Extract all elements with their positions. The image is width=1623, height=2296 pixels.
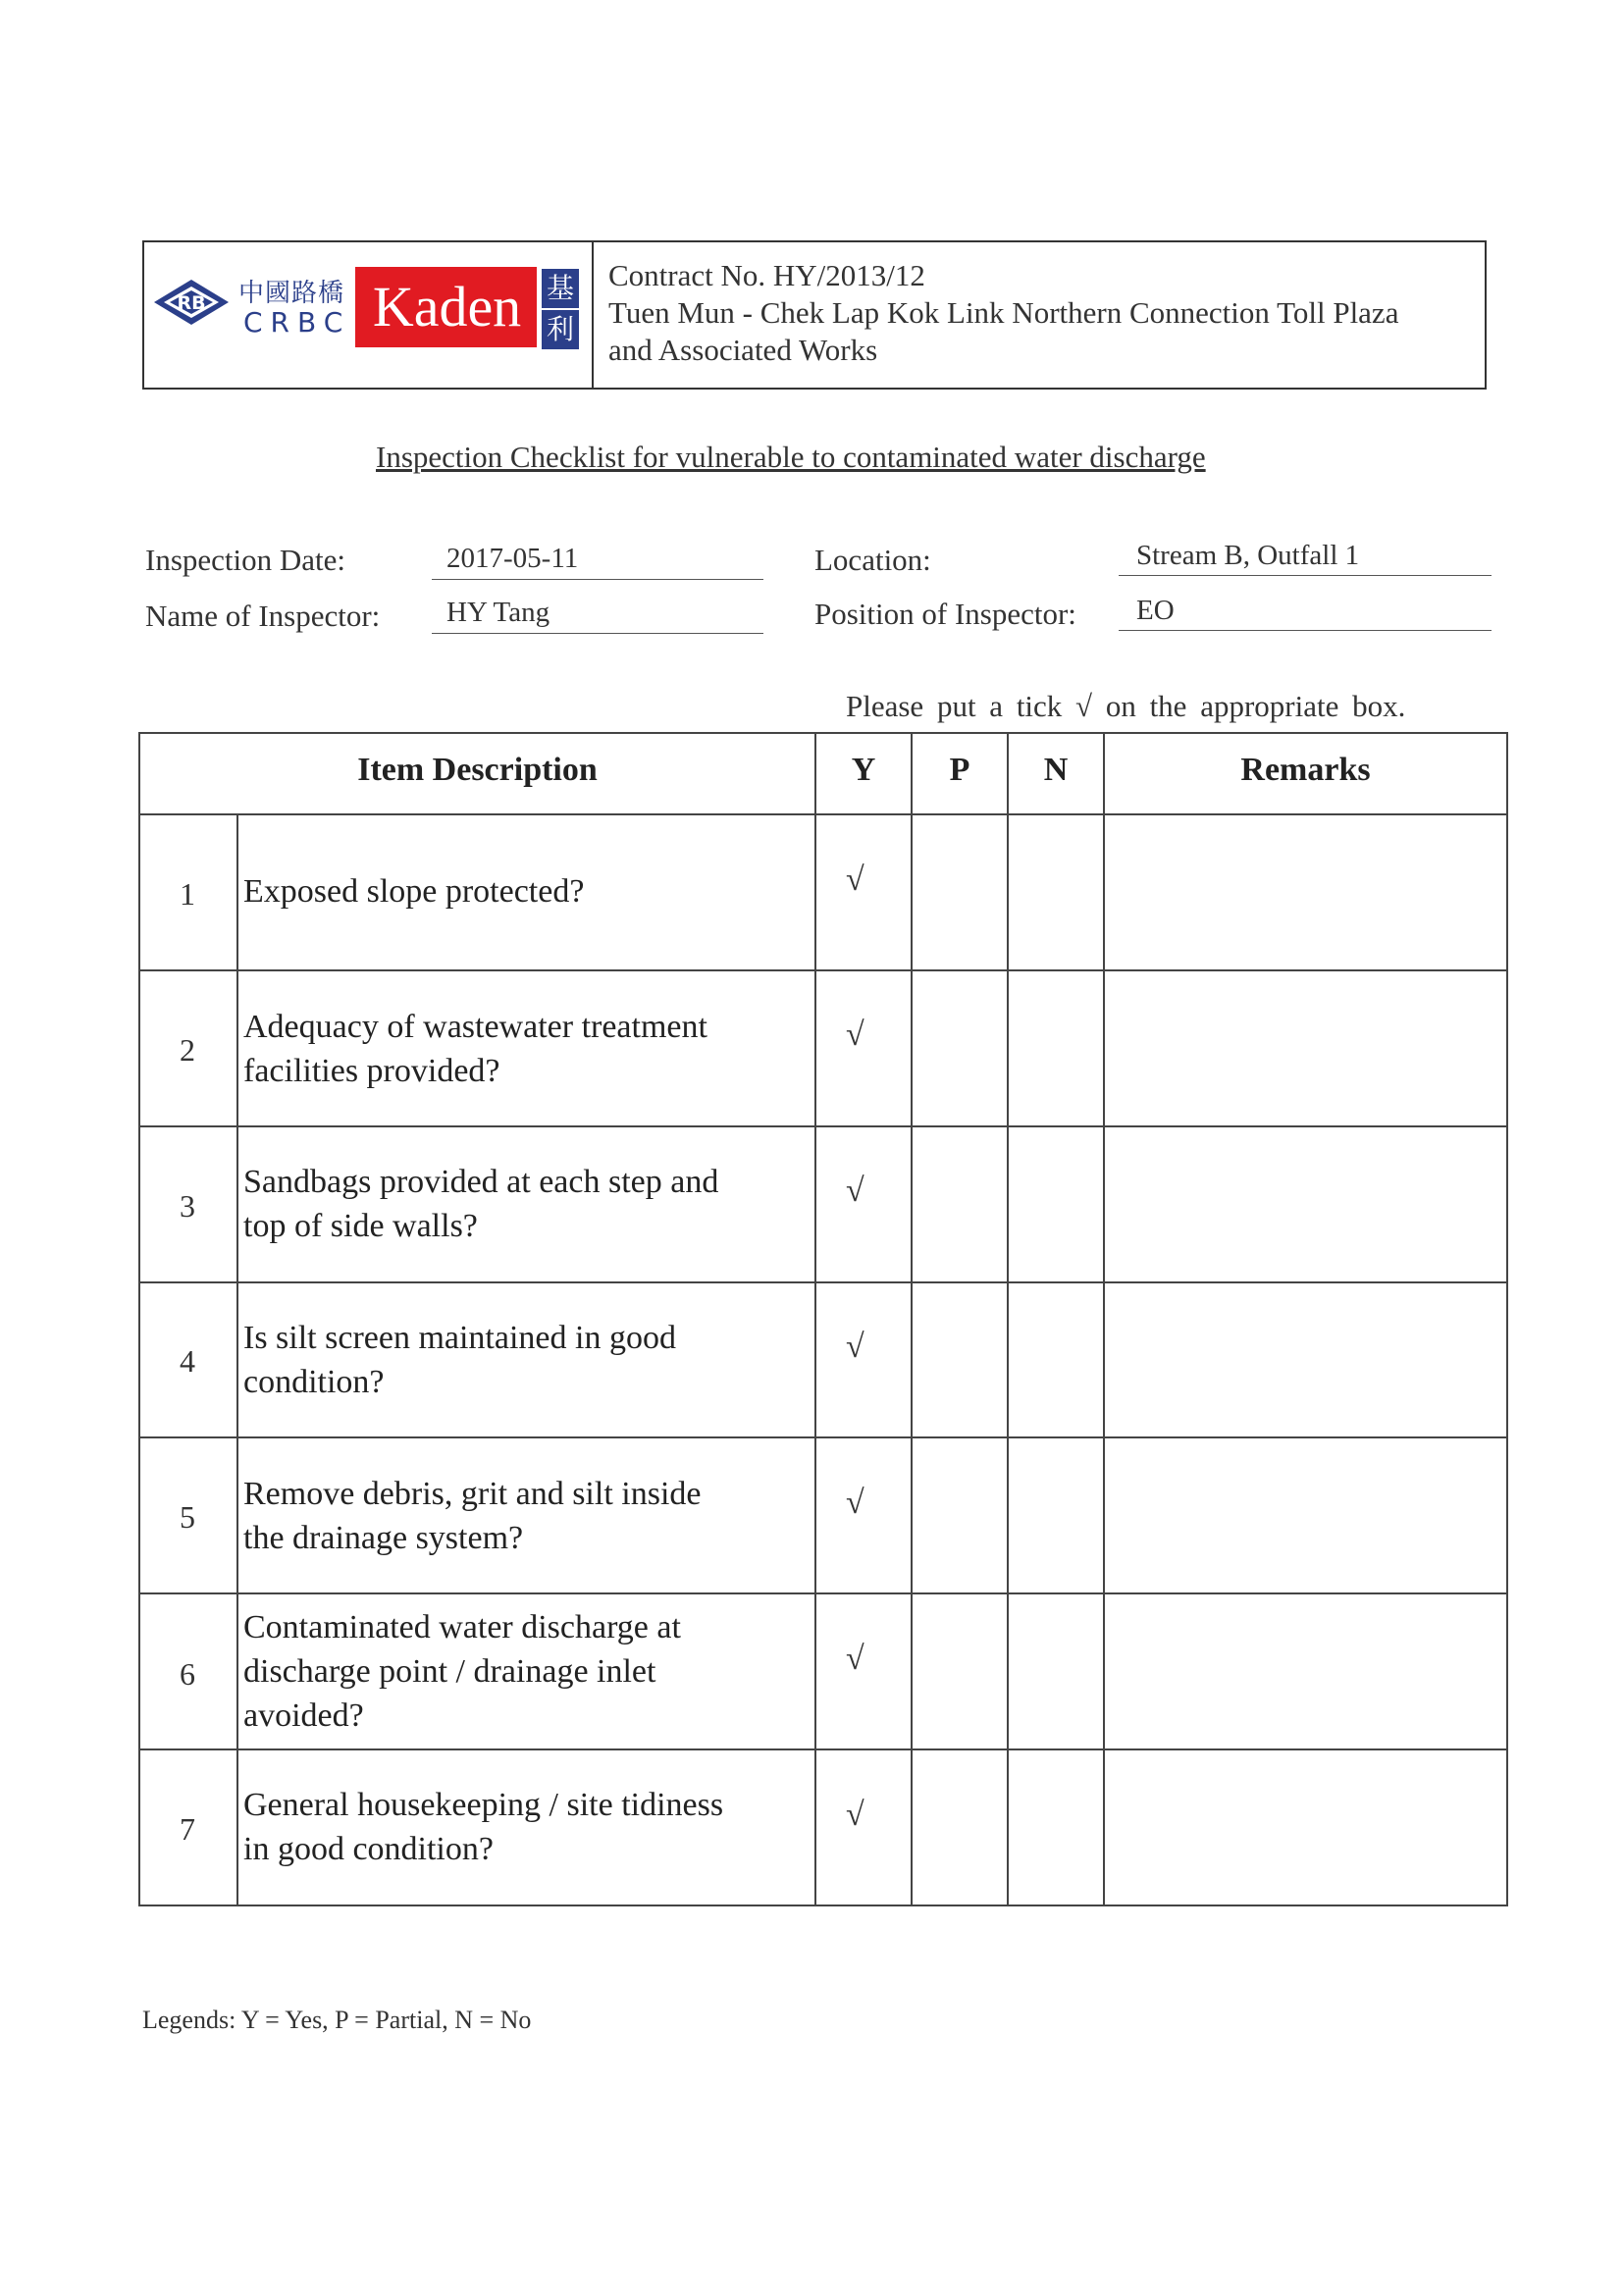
row-5-number: 5 [180, 1499, 195, 1535]
row-6-number: 6 [180, 1656, 195, 1692]
location-underline [1119, 575, 1492, 576]
row-5-y-tick: √ [846, 1485, 864, 1521]
row-4-y-tick: √ [846, 1329, 864, 1365]
row-2-description [243, 1005, 812, 1093]
row-1-description [243, 869, 812, 913]
inspector-position-label: Position of Inspector: [814, 597, 1076, 631]
row-5-line-2: the drainage system? [243, 1520, 524, 1556]
table-line-row-5 [138, 1592, 1508, 1594]
header-item-description: Item Description [357, 752, 598, 788]
table-line-row-2 [138, 1125, 1508, 1127]
table-line-desc-col [814, 732, 816, 1906]
table-line-header [138, 813, 1508, 815]
row-6-y-tick: √ [846, 1641, 864, 1677]
table-line-right [1506, 732, 1508, 1906]
table-line-number-col [236, 813, 238, 1906]
row-4-line-2: condition? [243, 1364, 385, 1400]
row-6-line-2: discharge point / drainage inlet [243, 1653, 656, 1690]
table-line-row-3 [138, 1281, 1508, 1283]
table-line-top [138, 732, 1508, 734]
logo-chinese-mark-2: 利 [542, 310, 579, 349]
logo-kaden-text: Kaden [372, 275, 522, 339]
row-7-y-tick: √ [846, 1797, 864, 1833]
contract-info [608, 257, 1398, 369]
row-7-number: 7 [180, 1811, 195, 1847]
logo-crbc-text: CRBC [243, 306, 351, 339]
project-name-line-2: and Associated Works [608, 333, 878, 367]
table-line-row-6 [138, 1748, 1508, 1750]
table-line-row-4 [138, 1436, 1508, 1438]
inspection-date-label: Inspection Date: [145, 543, 346, 577]
row-6-line-1: Contaminated water discharge at [243, 1609, 681, 1645]
row-7-description [243, 1783, 812, 1871]
inspector-name-value: HY Tang [446, 597, 550, 628]
logo-rb-text: RB [177, 292, 206, 314]
location-label: Location: [814, 543, 931, 577]
header-n: N [1043, 752, 1069, 788]
row-1-line-1: Exposed slope protected? [243, 873, 585, 910]
row-2-y-tick: √ [846, 1017, 864, 1053]
row-4-description [243, 1316, 812, 1404]
location-value: Stream B, Outfall 1 [1136, 540, 1360, 571]
row-3-line-1: Sandbags provided at each step and [243, 1164, 719, 1200]
contract-number: Contract No. HY/2013/12 [608, 258, 925, 292]
table-line-p-col [1007, 732, 1009, 1906]
inspector-name-label: Name of Inspector: [145, 599, 381, 633]
document-title: Inspection Checklist for vulnerable to contaminated water discharge [376, 440, 1206, 474]
header-remarks: Remarks [1240, 752, 1371, 788]
tick-instruction: Please put a tick √ on the appropriate box. [846, 689, 1406, 723]
inspector-position-value: EO [1136, 595, 1175, 626]
inspection-date-value: 2017-05-11 [446, 543, 579, 574]
row-6-line-3: avoided? [243, 1697, 364, 1734]
table-line-y-col [911, 732, 913, 1906]
row-4-line-1: Is silt screen maintained in good [243, 1320, 676, 1356]
row-3-number: 3 [180, 1188, 195, 1224]
table-line-bottom [138, 1905, 1508, 1906]
project-name-line-1: Tuen Mun - Chek Lap Kok Link Northern Connection Toll Plaza [608, 295, 1399, 330]
row-1-number: 1 [180, 876, 195, 912]
header-p: P [949, 752, 970, 788]
row-2-line-2: facilities provided? [243, 1053, 500, 1089]
table-line-n-col [1103, 732, 1105, 1906]
rb-diamond-logo-icon [152, 278, 231, 327]
row-2-line-1: Adequacy of wastewater treatment [243, 1009, 707, 1045]
inspection-date-underline [432, 579, 763, 580]
table-line-row-1 [138, 969, 1508, 971]
row-6-description [243, 1605, 812, 1738]
header-divider [592, 240, 594, 390]
header-y: Y [851, 752, 876, 788]
row-7-line-2: in good condition? [243, 1831, 494, 1867]
logo-chinese-name: 中國路橋 [238, 279, 345, 308]
row-4-number: 4 [180, 1343, 195, 1379]
row-3-y-tick: √ [846, 1173, 864, 1209]
legend: Legends: Y = Yes, P = Partial, N = No [142, 2006, 532, 2034]
logo-chinese-mark-1: 基 [542, 269, 579, 308]
row-3-description [243, 1160, 812, 1248]
inspector-name-underline [432, 633, 763, 634]
inspector-position-underline [1119, 630, 1492, 631]
row-7-line-1: General housekeeping / site tidiness [243, 1787, 724, 1823]
row-3-line-2: top of side walls? [243, 1208, 478, 1244]
row-5-description [243, 1472, 812, 1560]
row-1-y-tick: √ [846, 861, 864, 898]
row-5-line-1: Remove debris, grit and silt inside [243, 1476, 702, 1512]
row-2-number: 2 [180, 1032, 195, 1068]
